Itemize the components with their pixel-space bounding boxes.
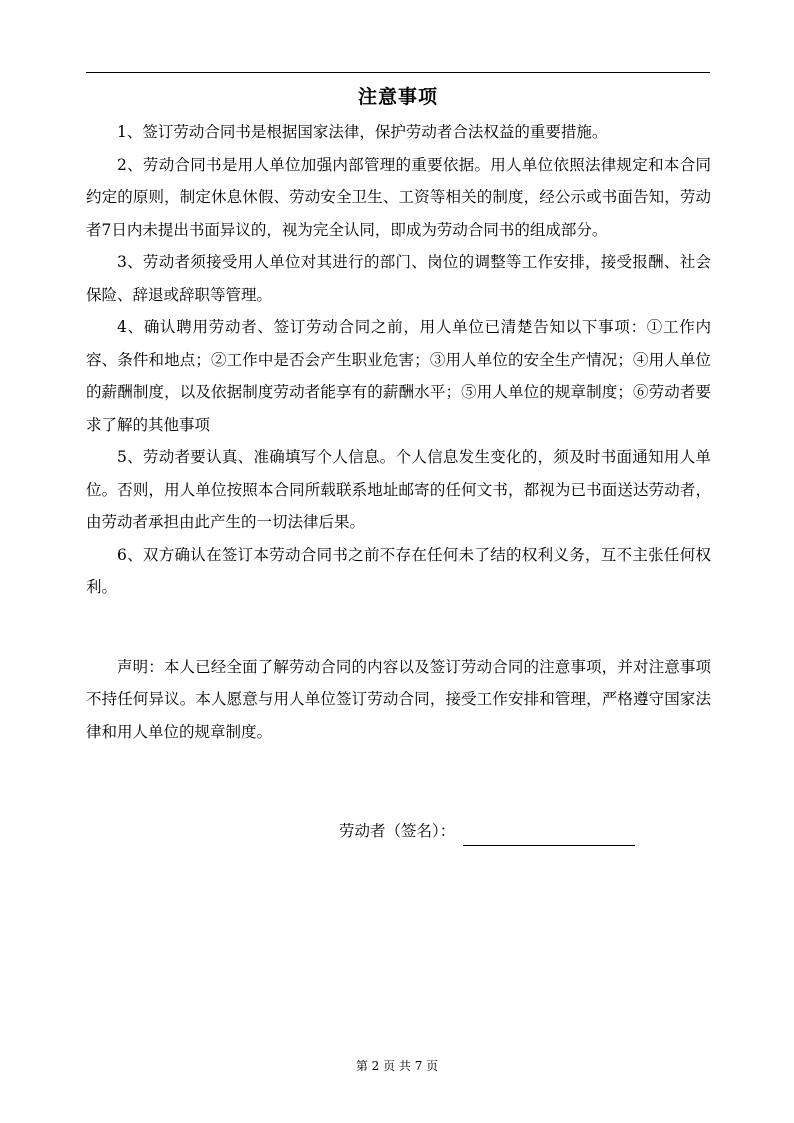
- page-footer: 第 2 页 共 7 页: [355, 1059, 439, 1073]
- clause-6: 6、双方确认在签订本劳动合同书之前不存在任何未了结的权利义务，互不主张任何权利。: [86, 545, 711, 596]
- clause-1: 1、签订劳动合同书是根据国家法律，保护劳动者合法权益的重要措施。: [117, 123, 608, 141]
- clause-4: 4、确认聘用劳动者、签订劳动合同之前，用人单位已清楚告知以下事项：①工作内容、条件和地点；②工作中是否会产生职业危害；③用人单位的安全生产情况；④用人单位的薪酬制度，以及依据制度劳动者能享有的薪酬水平；⑤用人单位的规章制度；⑥劳动者要求了解的其他事项: [86, 318, 711, 434]
- clause-3: 3、劳动者须接受用人单位对其进行的部门、岗位的调整等工作安排，接受报酬、社会保险、辞退或辞职等管理。: [86, 253, 711, 304]
- header-rule: [86, 72, 710, 73]
- clause-2: 2、劳动合同书是用人单位加强内部管理的重要依据。用人单位依照法律规定和本合同约定的原则，制定休息休假、劳动安全卫生、工资等相关的制度，经公示或书面告知，劳动者7日内未提出书面异议的，视为完全认同，即成为劳动合同书的组成部分。: [86, 155, 711, 239]
- declaration-text: 声明：本人已经全面了解劳动合同的内容以及签订劳动合同的注意事项，并对注意事项不持任何异议。本人愿意与用人单位签订劳动合同，接受工作安排和管理，严格遵守国家法律和用人单位的规章制度。: [86, 657, 711, 741]
- section-spacer: [86, 604, 711, 651]
- document-body: [86, 116, 711, 748]
- signature-line[interactable]: [463, 827, 635, 846]
- clause-5: 5、劳动者要认真、准确填写个人信息。个人信息发生变化的，须及时书面通知用人单位。否则，用人单位按照本合同所载联系地址邮寄的任何文书，都视为已书面送达劳动者，由劳动者承担由此产生的一切法律后果。: [86, 448, 711, 531]
- page-title: 注意事项: [357, 86, 438, 108]
- signature-block: [339, 816, 635, 846]
- signature-label: 劳动者（签名）：: [339, 822, 456, 840]
